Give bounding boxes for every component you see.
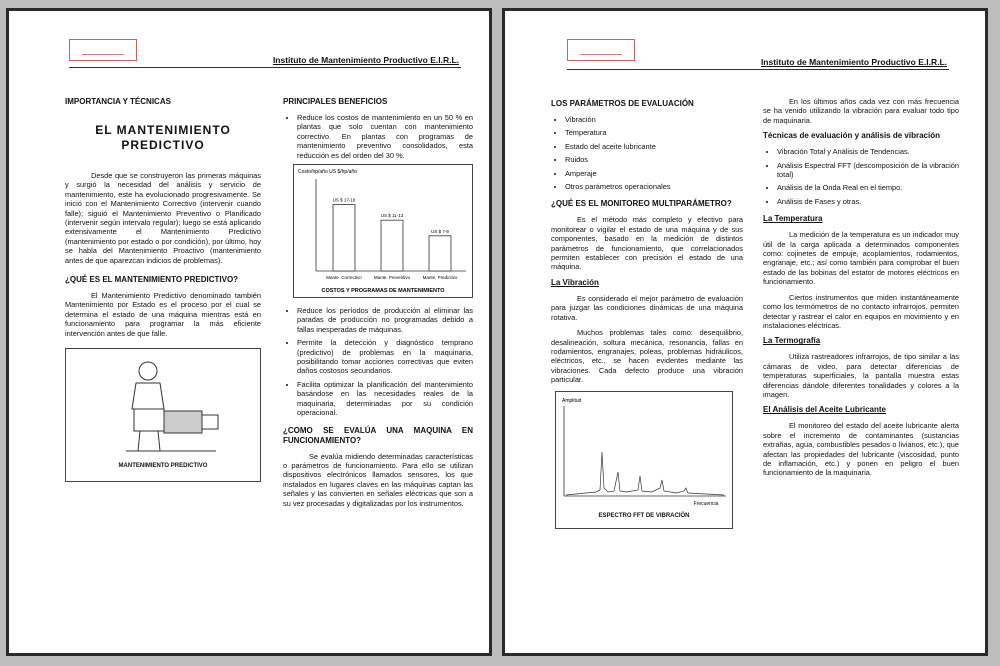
- param-item: • Amperaje: [565, 169, 743, 178]
- chart-bar: [333, 205, 355, 271]
- oil-analysis-text: El monitoreo del estado del aceite lubricante alerta sobre el incremento de contaminantes (sustancias extrañas, agua, combustibles pesados o livianos, etc.), que afectan las propiedades del lubricante (viscosidad, punto de inflamación, etc.) y ponen en peligro el buen funcionamiento de la maquinaria.: [763, 421, 959, 478]
- temperature-text-2: Ciertos instrumentos que miden instantáneamente como los termómetros de no contacto infrarrojos, permiten detectar y rastrear el calor en equipos en movimiento y en instalaciones eléctricas.: [763, 292, 959, 330]
- thermography-text: Utiliza rastreadores infrarrojos, de tipo similar a las cámaras de video, para detectar diferencias de temperaturas superficiales, la pantalla muestra estas diferencias dándole diferentes tonalidades y colores a la imagen.: [763, 352, 959, 399]
- technique-item: • Vibración Total y Análisis de Tendencias.: [777, 147, 959, 156]
- article-title: EL MANTENIMIENTO PREDICTIVO: [95, 123, 231, 152]
- oil-analysis-heading: El Análisis del Aceite Lubricante: [763, 405, 886, 415]
- chart-ylabel: Costo/hp/año US $/hp/año: [298, 169, 357, 176]
- technique-item: • Análisis Espectral FFT (descomposición de la vibración total): [777, 161, 959, 180]
- chart-category-label: Mante. Correctivo: [326, 275, 362, 281]
- spectrum-xlabel: Frecuencia: [693, 500, 719, 507]
- question-1-text: El Mantenimiento Predictivo denominado también Mantenimiento por Estado es el proceso por el cual se determina el estado de una máquina mientras está en funcionamiento para programar la más eficiente intervención antes de que falle.: [65, 291, 261, 338]
- params-list: [551, 115, 743, 191]
- params-heading: LOS PARÁMETROS DE EVALUACIÓN: [551, 99, 694, 108]
- chart-title: COSTOS Y PROGRAMAS DE MANTENIMIENTO: [321, 288, 445, 295]
- benefit-item: [297, 113, 473, 160]
- document-page-left: [6, 8, 492, 656]
- param-item: • Ruidos: [565, 155, 743, 164]
- page-header: Instituto de Mantenimiento Productivo E.I.R.L.: [272, 55, 459, 65]
- fft-spectrum-figure: [555, 391, 733, 529]
- document-page-right: [502, 8, 988, 656]
- chart-data-label: US $ 11-13: [380, 213, 404, 219]
- header-rule: [567, 69, 949, 70]
- param-item: • Otros parámetros operacionales: [565, 182, 743, 191]
- vibration-heading: La Vibración: [551, 277, 599, 287]
- left-column: [551, 99, 743, 529]
- technique-item: • Análisis de Fases y otras.: [777, 197, 959, 206]
- figure-caption: MANTENIMIENTO PREDICTIVO: [118, 462, 208, 469]
- cost-chart: [293, 164, 473, 298]
- question-3-text: Es el método más completo y efectivo para monitorear o vigilar el estado de una máquina y de sus componentes, basado en la medición de distintos parámetros de funcionamiento, que correlacionados permiten establecer con precisión el estado de una máquina.: [551, 215, 743, 272]
- techniques-heading: Técnicas de evaluación y análisis de vibración: [763, 131, 940, 141]
- institute-logo: [69, 39, 137, 61]
- param-item: • Temperatura: [565, 128, 743, 137]
- chart-data-label: US $ 7-9: [431, 228, 449, 234]
- benefits-list: [283, 306, 473, 417]
- technique-item: • Análisis de la Onda Real en el tiempo.: [777, 183, 959, 192]
- spectrum-ylabel: Amplitud: [562, 397, 582, 404]
- benefit-item: • Reduce los períodos de producción al eliminar las paradas de producción no programadas debido a fallas inesperadas de máquinas.: [297, 306, 473, 334]
- machine-illustration: [66, 349, 260, 459]
- right-column: [763, 97, 959, 484]
- chart-bars: [326, 198, 458, 280]
- header-rule: [69, 67, 461, 68]
- question-heading-1: ¿QUÉ ES EL MANTENIMIENTO PREDICTIVO?: [65, 275, 239, 285]
- question-heading-2: ¿COMO SE EVALÚA UNA MAQUINA EN FUNCIONAMIENTO?: [283, 425, 473, 445]
- fft-spectrum: [556, 392, 732, 510]
- chart-category-label: Mante. Predictivo: [422, 275, 458, 281]
- chart-category-label: Mante. Preventivo: [373, 275, 411, 281]
- thermography-heading: La Termografía: [763, 336, 821, 346]
- benefit-item: • Permite la detección y diagnóstico temprano (predictivo) de problemas en la maquinaria, posibilitando tomar acciones correctivas que eviten daños costosos secundarios.: [297, 338, 473, 376]
- chart-data-label: US $ 17-18: [332, 197, 356, 203]
- vibration-intro: En los últimos años cada vez con más frecuencia se ha venido utilizando la vibración para evaluar todo tipo de maquinaria.: [763, 97, 959, 125]
- param-item: • Estado del aceite lubricante: [565, 142, 743, 151]
- vibration-text-1: Es considerado el mejor parámetro de evaluación para juzgar las condiciones dinámicas de una máquina rotativa.: [551, 293, 743, 322]
- section-heading: IMPORTANCIA Y TÉCNICAS: [65, 97, 171, 106]
- chart-bar: [381, 220, 403, 271]
- techniques-list: [763, 147, 959, 206]
- temperature-heading: La Temperatura: [763, 214, 823, 224]
- benefit-item: • Facilita optimizar la planificación del mantenimiento basándose en las necesidades reales de la maquinaria, determinadas por su condición operacional.: [297, 380, 473, 418]
- left-column: [65, 97, 261, 482]
- cost-bar-chart: [294, 165, 472, 297]
- predictive-figure: [65, 348, 261, 482]
- institute-logo: [567, 39, 635, 61]
- right-column: [283, 97, 473, 514]
- question-2-text: Se evalúa midiendo determinadas características o parámetros de funcionamiento. Para ello se utilizan dispositivos electrónicos llamados sensores, los que instalados en lugares claves en las máquinas captan las señales y las convierten en señales eléctricas que son a su vez procesadas y digitalizadas por los instrumentos.: [283, 451, 473, 508]
- spectrum-caption: ESPECTRO FFT DE VIBRACIÓN: [598, 512, 690, 519]
- vibration-text-2: Muchos problemas tales como: desequilibrio, desalineación, soltura mecánica, resonancia, fallas en rodamientos, engranajes, poleas, problemas hidráulicos, eléctricos, etc., se hacen evidentes mediante las vibraciones. Cada defecto produce una vibración particular.: [551, 328, 743, 385]
- chart-bar: [429, 236, 451, 271]
- param-item: • Vibración: [565, 115, 743, 124]
- question-heading-3: ¿QUÉ ES EL MONITOREO MULTIPARÁMETRO?: [551, 199, 732, 209]
- benefit-text: Reduce los costos de mantenimiento en un 50 % en plantas que solo cuentan con mantenimiento correctivo. En plantas con programas de mantenimiento preventivo consolidados, esta reducción es del orden del 30 %.: [297, 113, 473, 160]
- temperature-text-1: La medición de la temperatura es un indicador muy útil de la carga aplicada a determinados componentes como: cojinetes de empuje, acoplamientos, rodamientos, engranaje, etc.; así como también para comprobar el buen estado de las bobinas del estator de motores eléctricos en funcionamiento.: [763, 230, 959, 287]
- page-header: Instituto de Mantenimiento Productivo E.I.R.L.: [760, 57, 947, 67]
- benefits-heading: PRINCIPALES BENEFICIOS: [283, 97, 388, 106]
- intro-paragraph: Desde que se construyeron las primeras máquinas y surgió la necesidad del análisis y servicio de mantenimiento, este ha evolucionado progresivamente. Se inició con el Mantenimiento Correctivo (intervenir cuando falle); siguió el Mantenimiento Preventivo o Planificado (intervenir según intervalo regular); luego se está aplicando extensivamente el Mantenimiento Predictivo (mantenimiento por estado o por condición), por último, hoy se habla del Mantenimiento Proactivo (mantenimiento antes de que aparezcan indicios de problemas).: [65, 171, 261, 265]
